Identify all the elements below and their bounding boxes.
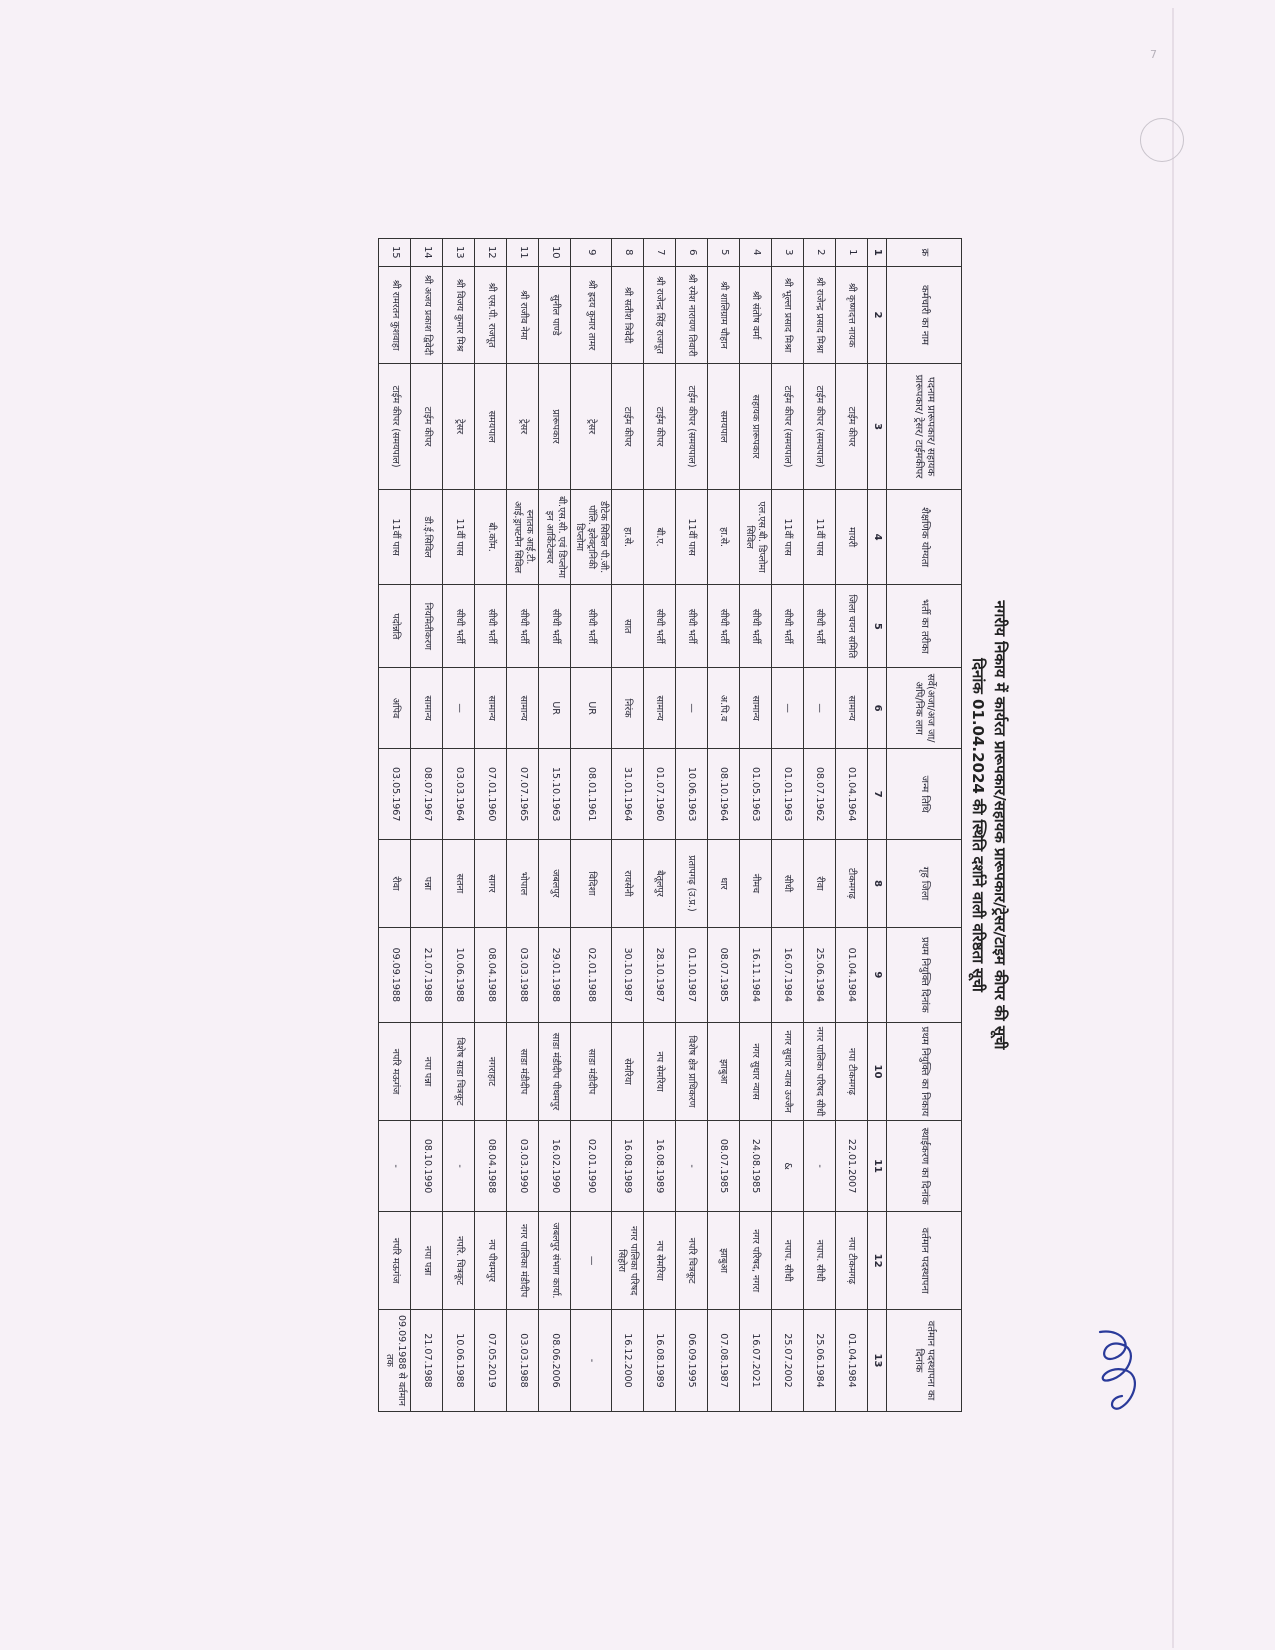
table-cell: ट्रेसर [507, 364, 539, 489]
punch-hole [1140, 118, 1184, 162]
table-row [772, 239, 804, 1412]
table-cell: सीधी भर्ती [644, 585, 676, 668]
table-cell: नपाप. सीधी [772, 1212, 804, 1310]
table-cell: धार [708, 840, 740, 927]
column-header: गृह जिला [887, 840, 962, 927]
table-cell: जबलपुर संभाग कार्या. [539, 1212, 571, 1310]
serial-number-cell: 8 [612, 239, 644, 267]
table-cell: जिला चयन समिति [836, 585, 868, 668]
table-cell: डी.ई.सिविल [411, 489, 443, 585]
table-cell: 29.01.1988 [539, 927, 571, 1023]
table-cell: 25.07.2002 [772, 1310, 804, 1412]
column-header: भर्ती का तरीका [887, 585, 962, 668]
table-cell: नप सेमरिया [644, 1212, 676, 1310]
table-cell: 21.07.1988 [411, 927, 443, 1023]
table-cell: रीवा [379, 840, 411, 927]
table-row [443, 239, 475, 1412]
table-row [571, 239, 612, 1412]
table-cell: 21.07.1988 [411, 1310, 443, 1412]
table-cell: श्री कृष्णदत्त नायक [836, 266, 868, 364]
table-cell: & [772, 1120, 804, 1211]
table-cell: 15.10.1963 [539, 749, 571, 840]
table-cell: 08.06.2006 [539, 1310, 571, 1412]
table-cell: 11वीं पास [676, 489, 708, 585]
column-header: जन्म तिथि [887, 749, 962, 840]
table-cell: 01.01.1963 [772, 749, 804, 840]
page-fold-line [1172, 8, 1174, 1648]
column-header: सर्वे(अजा/अज जा/अपि/निक लाग [887, 668, 962, 749]
table-cell: टाईम कीपर [644, 364, 676, 489]
column-header: क्र [887, 239, 962, 267]
seniority-table [378, 238, 962, 1412]
column-header: प्रथम नियुक्ति का निकाय [887, 1023, 962, 1121]
table-cell: - [379, 1120, 411, 1211]
table-cell: सामान्य [475, 668, 507, 749]
table-cell: 08.07.1985 [708, 927, 740, 1023]
table-cell: 11वीं पास [804, 489, 836, 585]
table-cell: 02.01.1990 [571, 1120, 612, 1211]
table-cell: 10.06.1988 [443, 927, 475, 1023]
serial-number-cell: 1 [836, 239, 868, 267]
column-number: 11 [868, 1120, 887, 1211]
table-cell: सीधी भर्ती [475, 585, 507, 668]
table-cell: समयपाल [708, 364, 740, 489]
table-cell: नपरि चित्रकूट [676, 1212, 708, 1310]
table-cell: सामान्य [507, 668, 539, 749]
table-cell: — [676, 668, 708, 749]
table-cell: नपरि मऊगंज [379, 1212, 411, 1310]
table-cell: पदोन्नति [379, 585, 411, 668]
table-cell: — [804, 668, 836, 749]
table-cell: अपिव [379, 668, 411, 749]
table-cell: श्री राजीव नेमा [507, 266, 539, 364]
table-cell: - [676, 1120, 708, 1211]
table-cell: 08.07.1985 [708, 1120, 740, 1211]
table-cell: - [571, 1310, 612, 1412]
table-cell: एल.एस.बी. डिप्लोमा सिविल [740, 489, 772, 585]
column-number: 1 [868, 239, 887, 267]
table-cell: टाईम कीपर (समयपाल) [676, 364, 708, 489]
serial-number-cell: 7 [644, 239, 676, 267]
table-cell: नपरि. चित्रकूट [443, 1212, 475, 1310]
table-row [836, 239, 868, 1412]
table-cell: बी.ए. [644, 489, 676, 585]
table-cell: — [772, 668, 804, 749]
table-cell: 02.01.1988 [571, 927, 612, 1023]
table-cell: नप सेमरिया [644, 1023, 676, 1121]
column-number: 8 [868, 840, 887, 927]
table-cell: 08.10.1964 [708, 749, 740, 840]
table-cell: सामान्य [644, 668, 676, 749]
table-cell: 16.08.1989 [612, 1120, 644, 1211]
column-number: 7 [868, 749, 887, 840]
table-cell: 11वीं पास [443, 489, 475, 585]
table-cell: — [443, 668, 475, 749]
table-cell: सीधी भर्ती [507, 585, 539, 668]
table-cell: टाईम कीपर (समयपाल) [804, 364, 836, 489]
table-cell: 03.03.1988 [507, 927, 539, 1023]
table-cell: नपा पन्ना [411, 1212, 443, 1310]
table-cell: श्री राजेन्द्र प्रसाद मिश्रा [804, 266, 836, 364]
table-cell: - [443, 1120, 475, 1211]
table-cell: 25.06.1984 [804, 927, 836, 1023]
table-cell: टाईम कीपर [836, 364, 868, 489]
table-cell: - [804, 1120, 836, 1211]
column-number: 2 [868, 266, 887, 364]
serial-number-cell: 4 [740, 239, 772, 267]
table-cell: नगर पालिका मंडीदीप [507, 1212, 539, 1310]
table-cell: नीमच [740, 840, 772, 927]
table-cell: 03.03.1988 [507, 1310, 539, 1412]
table-cell: 11वीं पास [772, 489, 804, 585]
table-cell: साडा मंडीदीप [571, 1023, 612, 1121]
table-cell: 03.05.1967 [379, 749, 411, 840]
table-cell: सीधी [772, 840, 804, 927]
table-cell: ट्रेसर [571, 364, 612, 489]
table-cell: 28.10.1987 [644, 927, 676, 1023]
table-cell: जबलपुर [539, 840, 571, 927]
table-cell: 16.08.1989 [644, 1310, 676, 1412]
table-cell: नप पीथमपुर [475, 1212, 507, 1310]
table-cell: सेमरिया [612, 1023, 644, 1121]
table-cell: 08.04.1988 [475, 927, 507, 1023]
table-cell: साडा मंडीदीप पीथमपुर [539, 1023, 571, 1121]
table-cell: 08.07.1962 [804, 749, 836, 840]
table-cell: टाईम कीपर (समयपाल) [379, 364, 411, 489]
table-cell: 01.10.1987 [676, 927, 708, 1023]
table-cell: टीकमगढ़ [836, 840, 868, 927]
table-cell: 16.12.2000 [612, 1310, 644, 1412]
column-number: 5 [868, 585, 887, 668]
table-cell: सीधी भर्ती [571, 585, 612, 668]
table-row [379, 239, 411, 1412]
column-header: पदनाम प्रारूपकार/ सहायक प्रारूपकार/ ट्रेसर/ टाईमकीपर [887, 364, 962, 489]
table-cell: सहायक प्रारूपकार [740, 364, 772, 489]
column-header: वर्तमान पदस्थापना [887, 1212, 962, 1310]
table-cell: 06.09.1995 [676, 1310, 708, 1412]
table-cell: 16.02.1990 [539, 1120, 571, 1211]
table-cell: सीधी भर्ती [443, 585, 475, 668]
table-cell: सीधी भर्ती [772, 585, 804, 668]
document-subtitle: दिनांक 01.04.2024 की स्थिति दर्शाने वाली वरिष्ठता सूची [969, 658, 987, 992]
table-cell: साडा मंडीदीप [507, 1023, 539, 1121]
table-row [475, 239, 507, 1412]
table-cell: डीटेक सिविल पी.जी. पॉलि. इलेक्ट्रानिकी डिप्लोमा [571, 489, 612, 585]
serial-number-cell: 11 [507, 239, 539, 267]
table-cell: 08.10.1990 [411, 1120, 443, 1211]
table-cell: 10.06.1988 [443, 1310, 475, 1412]
table-cell: सामान्य [836, 668, 868, 749]
table-cell: 25.06.1984 [804, 1310, 836, 1412]
table-cell: स्नातक आई.टी. आई.ड्राफ्टमैन सिविल [507, 489, 539, 585]
table-cell: रायसेनी [612, 840, 644, 927]
rotated-document [180, 230, 1040, 1420]
table-cell: सीधी भर्ती [804, 585, 836, 668]
table-cell: 10.06.1963 [676, 749, 708, 840]
table-cell: 31.01.1964 [612, 749, 644, 840]
table-body [379, 239, 868, 1412]
serial-number-cell: 6 [676, 239, 708, 267]
table-cell: बी.एस.सी. एवं डिप्लोमा इन आर्किटेक्चर [539, 489, 571, 585]
table-cell: नगर पालिका परिषद सिहोरा [612, 1212, 644, 1310]
table-cell: 16.07.1984 [772, 927, 804, 1023]
table-cell: नपा टीकमगढ़ [836, 1212, 868, 1310]
table-cell: श्री ह्रदय कुमार तामर [571, 266, 612, 364]
table-cell: निरंक [612, 668, 644, 749]
table-cell: रीवा [804, 840, 836, 927]
column-header: वर्तमान पदस्थापना का दिनांक [887, 1310, 962, 1412]
table-cell: 30.10.1987 [612, 927, 644, 1023]
table-cell: श्री राजेन्द्र सिंह राजपूत [644, 266, 676, 364]
serial-number-cell: 14 [411, 239, 443, 267]
table-cell: श्री शालिग्राम चौहान [708, 266, 740, 364]
table-cell: 03.03.1964 [443, 749, 475, 840]
table-row [708, 239, 740, 1412]
table-row [507, 239, 539, 1412]
table-cell: 07.07.1965 [507, 749, 539, 840]
margin-mark: 7 [1150, 48, 1157, 61]
table-cell: हा.से. [612, 489, 644, 585]
table-row [612, 239, 644, 1412]
column-number: 6 [868, 668, 887, 749]
table-cell: UR [539, 668, 571, 749]
table-cell: 09.09.1988 से वर्तमान तक [379, 1310, 411, 1412]
serial-number-cell: 10 [539, 239, 571, 267]
document-title: नगरीय निकाय में कार्यरत प्रारूपकार/सहायक प्रारूपकार/ट्रेसर/टाइम कीपर की सूची [991, 600, 1009, 1050]
column-number: 13 [868, 1310, 887, 1412]
table-cell: बी.कॉम. [475, 489, 507, 585]
serial-number-cell: 12 [475, 239, 507, 267]
column-number: 12 [868, 1212, 887, 1310]
document-content [180, 230, 1040, 1420]
table-cell: UR [571, 668, 612, 749]
table-row [644, 239, 676, 1412]
serial-number-cell: 2 [804, 239, 836, 267]
table-cell: नियमितीकरण [411, 585, 443, 668]
table-cell: 09.09.1988 [379, 927, 411, 1023]
table-cell: टाईम कीपर [411, 364, 443, 489]
table-cell: टाईम कीपर [612, 364, 644, 489]
table-cell: 07.01.1960 [475, 749, 507, 840]
table-cell: 24.08.1985 [740, 1120, 772, 1211]
table-cell: सामान्य [411, 668, 443, 749]
table-cell: सात [612, 585, 644, 668]
column-header: कर्मचारी का नाम [887, 266, 962, 364]
table-cell: विदिशा [571, 840, 612, 927]
table-cell: समयपाल [475, 364, 507, 489]
table-cell: 03.03.1990 [507, 1120, 539, 1211]
table-cell: 16.08.1989 [644, 1120, 676, 1211]
serial-number-cell: 13 [443, 239, 475, 267]
table-cell: सीधी भर्ती [740, 585, 772, 668]
column-number: 3 [868, 364, 887, 489]
table-cell: सीधी भर्ती [676, 585, 708, 668]
table-cell: श्री एस.पी. राजपूत [475, 266, 507, 364]
table-cell: नपा पन्ना [411, 1023, 443, 1121]
table-cell: प्रारूपकार [539, 364, 571, 489]
table-cell: श्री रमेश नारायण तिवारी [676, 266, 708, 364]
table-cell: नगराहाट [475, 1023, 507, 1121]
table-row [804, 239, 836, 1412]
table-cell: 01.04.1984 [836, 927, 868, 1023]
table-cell: 01.05.1963 [740, 749, 772, 840]
serial-number-cell: 5 [708, 239, 740, 267]
table-row [676, 239, 708, 1412]
table-cell: अ.पि.व [708, 668, 740, 749]
table-cell: 16.11.1984 [740, 927, 772, 1023]
table-cell: सीधी भर्ती [708, 585, 740, 668]
table-cell: 08.04.1988 [475, 1120, 507, 1211]
handwritten-signature [1080, 1320, 1160, 1420]
table-cell: विशेष क्षेत्र प्राधिकरण [676, 1023, 708, 1121]
table-cell: 01.04.1964 [836, 749, 868, 840]
table-cell: पन्ना [411, 840, 443, 927]
table-cell: 08.07.1967 [411, 749, 443, 840]
table-cell: सतना [443, 840, 475, 927]
table-cell: बैतूलपुर [644, 840, 676, 927]
serial-number-cell: 9 [571, 239, 612, 267]
table-header-row [887, 239, 962, 1412]
table-cell: सामान्य [740, 668, 772, 749]
table-cell: — [571, 1212, 612, 1310]
serial-number-cell: 3 [772, 239, 804, 267]
table-cell: 08.01.1961 [571, 749, 612, 840]
table-cell: प्रतापगढ़ (उ.प्र.) [676, 840, 708, 927]
column-number: 9 [868, 927, 887, 1023]
table-cell: सुनील पाण्डे [539, 266, 571, 364]
column-header: स्थाईकरण का दिनांक [887, 1120, 962, 1211]
table-row [740, 239, 772, 1412]
table-cell: 22.01.2007 [836, 1120, 868, 1211]
column-number: 10 [868, 1023, 887, 1121]
table-cell: नगर परिषद, नगरा [740, 1212, 772, 1310]
table-cell: नगर सुधार न्यास [740, 1023, 772, 1121]
table-cell: 07.08.1987 [708, 1310, 740, 1412]
table-cell: झाबुआ [708, 1212, 740, 1310]
table-cell: झाबुआ [708, 1023, 740, 1121]
table-cell: मायरी [836, 489, 868, 585]
table-cell: ट्रेसर [443, 364, 475, 489]
table-cell: नगर पालिका परिषद सीधी [804, 1023, 836, 1121]
column-header: शैक्षणिक योग्यता [887, 489, 962, 585]
serial-number-cell: 15 [379, 239, 411, 267]
table-cell: नपा टीकमगढ़ [836, 1023, 868, 1121]
table-row [539, 239, 571, 1412]
table-cell: 01.07.1960 [644, 749, 676, 840]
table-cell: श्री सतीश त्रिवेदी [612, 266, 644, 364]
table-cell: नगर सुधार न्यास उज्जैन [772, 1023, 804, 1121]
table-cell: नपाप. सीधी [804, 1212, 836, 1310]
column-number-row [868, 239, 887, 1412]
column-number: 4 [868, 489, 887, 585]
table-cell: श्री रामरतन कुशवाहा [379, 266, 411, 364]
table-cell: हा.से. [708, 489, 740, 585]
table-cell: नपरि मऊगंज [379, 1023, 411, 1121]
table-cell: सागर [475, 840, 507, 927]
table-row [411, 239, 443, 1412]
table-cell: श्री विजय कुमार मिश्र [443, 266, 475, 364]
table-cell: सीधी भर्ती [539, 585, 571, 668]
table-cell: 07.05.2019 [475, 1310, 507, 1412]
table-cell: 16.07.2021 [740, 1310, 772, 1412]
table-cell: 01.04.1984 [836, 1310, 868, 1412]
table-cell: भोपाल [507, 840, 539, 927]
table-cell: श्री भूल्ला प्रसाद मिश्रा [772, 266, 804, 364]
table-cell: 11वीं पास [379, 489, 411, 585]
table-cell: टाईम कीपर (समयपाल) [772, 364, 804, 489]
table-cell: श्री अजय प्रकाश द्विवेदी [411, 266, 443, 364]
column-header: प्रथम नियुक्ति दिनांक [887, 927, 962, 1023]
table-cell: विशेष साडा चित्रकूट [443, 1023, 475, 1121]
table-cell: श्री संतोष वर्मा [740, 266, 772, 364]
